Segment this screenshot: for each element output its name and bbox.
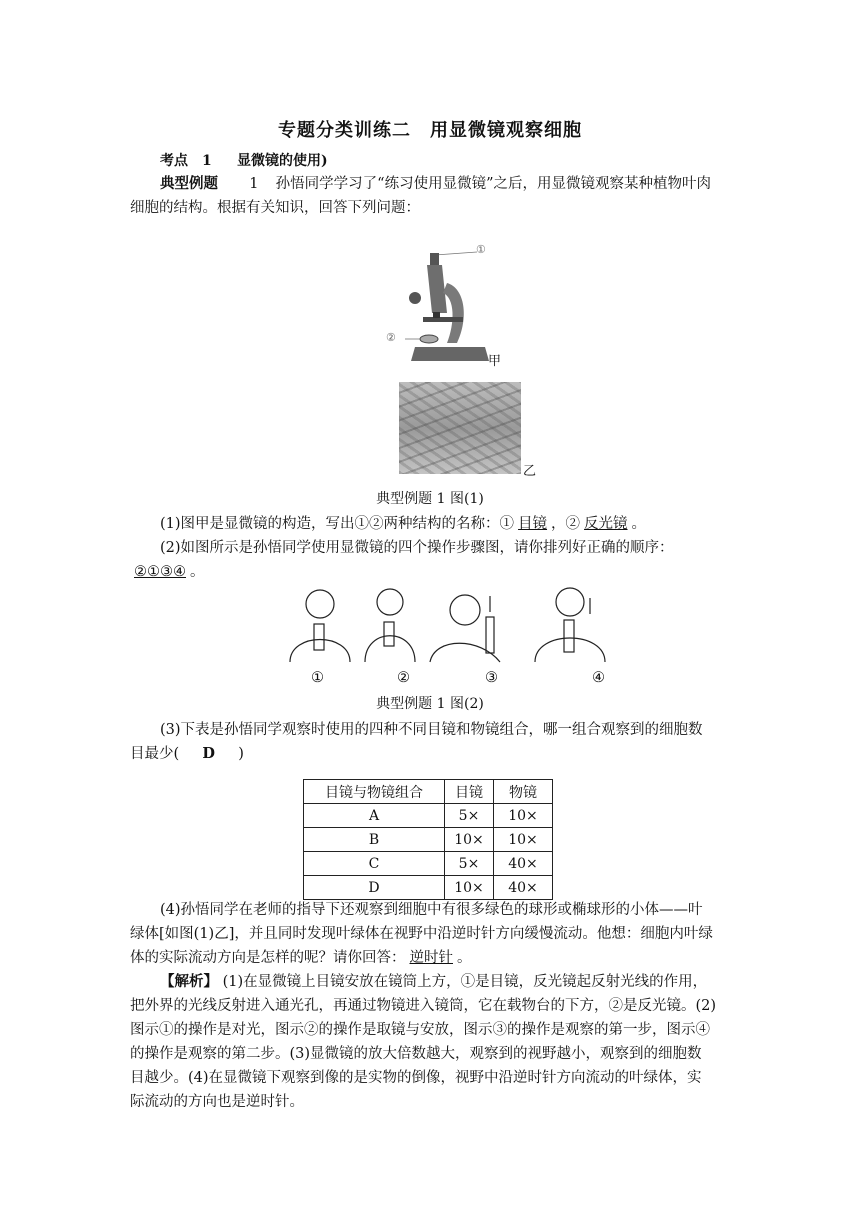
table-row (304, 876, 553, 900)
question-3-line-1: (3)下表是孙悟同学观察时使用的四种不同目镜和物镜组合，哪一组合观察到的细胞数 (160, 722, 703, 738)
table-cell: 5× (445, 804, 494, 828)
q3-prefix: 目最少( (130, 746, 180, 762)
table-row (304, 804, 553, 828)
example-number: 1 (249, 176, 259, 192)
analysis-label: 【解析】 (160, 973, 218, 990)
q3-suffix: ) (238, 746, 244, 762)
example-intro-line (160, 172, 760, 196)
operation-steps-illustration (280, 582, 620, 667)
page-title: 专题分类训练二 用显微镜观察细胞 (278, 120, 582, 141)
q2-answer: ②①③④ (134, 564, 186, 580)
figure2-caption: 典型例题 1 图(2) (376, 696, 484, 712)
table-cell: B (304, 828, 445, 852)
question-3-line-2 (130, 742, 730, 766)
table-header: 目镜与物镜组合 (304, 780, 445, 804)
analysis-line-4: 的操作是观察的第二步。(3)显微镜的放大倍数越大，观察到的视野越小，观察到的细胞数 (130, 1046, 702, 1062)
table-cell: 10× (494, 828, 553, 852)
table-row (304, 828, 553, 852)
analysis-line-1 (160, 970, 760, 994)
q1-mid: ，② (551, 516, 581, 532)
step-label-3: ③ (485, 670, 498, 686)
table-cell: 10× (445, 828, 494, 852)
q1-suffix: 。 (631, 516, 647, 532)
figure1-yi: 乙 (523, 464, 537, 479)
step-label-2: ② (397, 670, 410, 686)
operation-steps-figure (280, 582, 620, 667)
q1-answer-2: 反光镜 (584, 516, 628, 532)
q1-answer-1: 目镜 (518, 516, 548, 532)
microscope-icon (385, 243, 495, 368)
table-cell: C (304, 852, 445, 876)
question-2-line-1: (2)如图所示是孙悟同学使用显微镜的四个操作步骤图，请你排列好正确的顺序： (160, 540, 674, 556)
q3-answer: D (202, 745, 215, 762)
section-topic: 显微镜的使用) (237, 153, 328, 169)
question-4-line-1: (4)孙悟同学在老师的指导下还观察到细胞中有很多绿色的球形或椭球形的小体——叶 (160, 902, 703, 918)
figure1-caption: 典型例题 1 图(1) (376, 491, 484, 507)
q4-answer: 逆时针 (409, 950, 453, 966)
table-cell: 40× (494, 876, 553, 900)
question-2-line-2 (130, 560, 730, 584)
question-4-line-2: 绿体[如图(1)乙]，并且同时发现叶绿体在视野中沿逆时针方向缓慢流动。他想：细胞内叶绿 (130, 926, 713, 942)
question-4-line-3 (130, 946, 730, 970)
example-intro-2: 细胞的结构。根据有关知识，回答下列问题： (130, 200, 420, 216)
analysis-line-5: 目越少。(4)在显微镜下观察到像的是实物的倒像，视野中沿逆时针方向流动的叶绿体，实 (130, 1070, 702, 1086)
step-label-4: ④ (592, 670, 605, 686)
example-label: 典型例题 (160, 175, 218, 192)
table-cell: 10× (445, 876, 494, 900)
q1-prefix: (1)图甲是显微镜的构造，写出①②两种结构的名称：① (160, 516, 515, 532)
table-header-row (304, 780, 553, 804)
figure1-jia: 甲 (488, 354, 502, 369)
analysis-line-2: 把外界的光线反射进入通光孔，再通过物镜进入镜筒，它在载物台的下方，②是反光镜。(2) (130, 998, 717, 1014)
example-intro-1: 孙悟同学学习了“练习使用显微镜”之后，用显微镜观察某种植物叶肉 (275, 176, 711, 192)
leaf-cell-photo (399, 382, 521, 474)
analysis-line-6: 际流动的方向也是逆时针。 (130, 1094, 304, 1110)
figure1-label-1: ① (476, 243, 486, 256)
table-header: 物镜 (494, 780, 553, 804)
table-cell: A (304, 804, 445, 828)
section-label: 考点 1 (160, 153, 212, 169)
question-1 (160, 512, 760, 536)
lens-combination-table (303, 779, 553, 900)
q2-suffix: 。 (190, 564, 205, 580)
q4-prefix: 体的实际流动方向是怎样的呢？请你回答： (130, 950, 406, 966)
table-cell: 40× (494, 852, 553, 876)
analysis-line-3: 图示①的操作是对光，图示②的操作是取镜与安放，图示③的操作是观察的第一步，图示④ (130, 1022, 710, 1038)
table-row (304, 852, 553, 876)
table-cell: D (304, 876, 445, 900)
analysis-text-1: (1)在显微镜上目镜安放在镜筒上方，①是目镜，反光镜起反射光线的作用， (222, 974, 708, 990)
table-header: 目镜 (445, 780, 494, 804)
table-cell: 10× (494, 804, 553, 828)
table-cell: 5× (445, 852, 494, 876)
q4-suffix: 。 (457, 950, 472, 966)
step-label-1: ① (311, 670, 324, 686)
figure1-label-2: ② (386, 331, 396, 344)
microscope-figure (385, 243, 495, 368)
